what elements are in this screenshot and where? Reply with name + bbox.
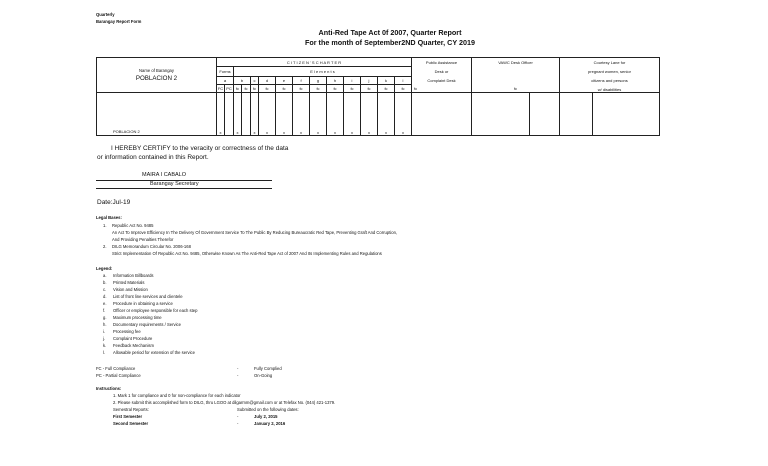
legend-item: Vision and Mission (113, 287, 148, 292)
report-date: Date:Jul-19 (97, 199, 131, 206)
report-subtitle: For the month of September2ND Quarter, CY 2019 (304, 38, 475, 47)
name-of-barangay-label: Name of Barangay (139, 68, 174, 73)
table-cell: x (259, 93, 276, 136)
letter-g: g (310, 76, 327, 84)
legal-item: Strict Implementation Of Republic Act No. 9485, Otherwise Known As The Anti-Red Tape Act of 2007 And Its Implementing Rules and Regulations (112, 251, 382, 256)
legal-num: 2. (103, 244, 107, 249)
first-semester: First Semester (113, 414, 143, 419)
table-cell (242, 93, 251, 136)
quarterly-label: Quarterly (96, 12, 115, 17)
table-cell: x (344, 93, 361, 136)
legal-num: 1. (103, 223, 107, 228)
second-date: January 2, 2016 (254, 421, 286, 426)
legal-item: Republic Act No. 9485 (112, 223, 154, 228)
legend-item: List of front line services and clientele (113, 294, 183, 299)
signatory-position: Barangay Secretary (150, 181, 199, 187)
position-line (96, 188, 272, 189)
letter-j: j (361, 76, 378, 84)
legend-letter: h. (103, 322, 107, 327)
table-cell: x (327, 93, 344, 136)
fully-complied: Fully Complied (254, 366, 282, 371)
table-cell (593, 93, 660, 136)
table-cell: x (395, 93, 412, 136)
table-cell (412, 93, 472, 136)
table-cell: x (293, 93, 310, 136)
legend-item: Processing fee (113, 329, 141, 334)
letter-a: a (217, 76, 234, 84)
legend-item: Procedure in obtaining a service (113, 301, 173, 306)
instructions-heading: Instructions: (96, 386, 122, 391)
table-cell: x (217, 93, 225, 136)
code-cell: fc (251, 84, 259, 92)
table-cell: x (378, 93, 395, 136)
code-cell: fc (293, 84, 310, 92)
on-going: On-Going (254, 373, 273, 378)
public-assistance-header: Public Assistance Desk or Complaint Desk fc (412, 58, 472, 93)
table-cell: x (276, 93, 293, 136)
letter-c: c (251, 76, 259, 84)
citizens-charter-header: C I T I Z E N ' S C H A R T E R (217, 58, 412, 67)
code-cell: fc (276, 84, 293, 92)
code-cell: fc (395, 84, 412, 92)
code-cell: fc (310, 84, 327, 92)
elements-header: E l e m e n t s (234, 67, 412, 76)
legend-item: Printed Materials (113, 280, 145, 285)
code-cell: fc (378, 84, 395, 92)
dash: - (237, 366, 239, 371)
dash: - (237, 373, 239, 378)
legend-letter: c. (103, 287, 107, 292)
vawc-code: fc (513, 86, 518, 91)
dash: - (237, 414, 239, 419)
legend-item: Information Billboards (113, 273, 154, 278)
code-cell: fc (259, 84, 276, 92)
code-cell: PC (226, 85, 232, 91)
letter-h: h (327, 76, 344, 84)
legend-item: Feedback Mechanism (113, 343, 154, 348)
fc-key: FC - Full Compliance (96, 366, 136, 371)
letter-d: d (259, 76, 276, 84)
pa-code: fc (414, 86, 418, 91)
code-cell: fc (327, 84, 344, 92)
signatory-name: MAIRA I CABALO (142, 172, 187, 178)
legal-item: And Providing Penalties Therefor (112, 237, 174, 242)
code-cell: fc (344, 84, 361, 92)
certify-line1: I HEREBY CERTIFY to the veracity or correctness of the data (111, 145, 289, 152)
legend-item: Maximum processing time (113, 315, 162, 320)
table-cell: x (361, 93, 378, 136)
table-cell (225, 93, 234, 136)
table-cell (530, 93, 560, 136)
certify-line2: or information contained in this Report. (97, 154, 209, 161)
legend-item: Complaint Procedure (113, 336, 153, 341)
code-cell: fc (242, 84, 251, 92)
submitted-label: Submitted on the following dates: (237, 407, 299, 412)
legend-letter: f. (103, 308, 106, 313)
letter-b: b (234, 76, 251, 84)
barangay-name: POBLACION 2 (135, 75, 178, 82)
table-cell (560, 93, 593, 136)
legal-item: DILG Memorandum Circular No. 2006-168 (112, 244, 191, 249)
pc-key: PC - Partial Compliance (96, 373, 141, 378)
legend-letter: b. (103, 280, 107, 285)
report-title: Anti-Red Tape Act 0f 2007, Quarter Report (318, 28, 462, 37)
dash: - (237, 421, 239, 426)
letter-e: e (276, 76, 293, 84)
legend-letter: e. (103, 301, 107, 306)
legend-letter: l. (103, 350, 106, 355)
legend-letter: g. (103, 315, 107, 320)
letter-l: l (395, 76, 412, 84)
code-cell: fc (234, 84, 242, 92)
legend-letter: k. (103, 343, 107, 348)
courtesy-lane-header: Courtesy Lane for pregnant women, senior citizens and persons w/ disabilities (560, 58, 660, 93)
table-cell: x (310, 93, 327, 136)
letter-f: f (293, 76, 310, 84)
barangay-name-cell (97, 58, 217, 93)
table-cell: x (234, 93, 242, 136)
code-cell: fc (361, 84, 378, 92)
instruction-1: 1. Mark 1 for compliance and 0 for non-compliance for each indicator (113, 393, 241, 398)
legend-letter: a. (103, 273, 107, 278)
second-semester: Second Semester (113, 421, 149, 426)
legend-heading: Legend: (96, 266, 113, 271)
row-barangay-label: POBLACION 2 (97, 93, 217, 136)
legal-item: An Act To Improve Efficiency In The Delivery Of Government Service To The Public By Reducing Bureaucratic Red Tape, Preventing Graft And Corruption, (112, 230, 398, 235)
instruction-2: 2. Please submit this accomplished form to DILG, thru LGOO at dilgarmm@gmail.com or at Telefax No. (044) 421-1379. (113, 400, 336, 405)
legal-heading: Legal Bases: (96, 215, 122, 220)
legend-item: Officer or employee responsible for each step (113, 308, 198, 313)
legend-letter: j. (103, 336, 106, 341)
citizens-charter-table (96, 57, 660, 136)
forms-header: Forms (217, 67, 234, 76)
semestral-label: Semestral Reports: (113, 407, 149, 412)
first-date: July 2, 2015 (254, 414, 278, 419)
legend-item: Allowable period for extension of the service (113, 350, 195, 355)
legend-item: Documentary requirements / Service (113, 322, 181, 327)
table-cell: x (251, 93, 259, 136)
vawc-header: VAWC Desk Officer fc (472, 58, 560, 93)
legend-letter: d. (103, 294, 107, 299)
form-name: Barangay Report Form (96, 19, 142, 24)
letter-k: k (378, 76, 395, 84)
code-cell: FC (217, 85, 224, 91)
letter-i: i (344, 76, 361, 84)
legend-letter: i. (103, 329, 106, 334)
table-cell (472, 93, 530, 136)
